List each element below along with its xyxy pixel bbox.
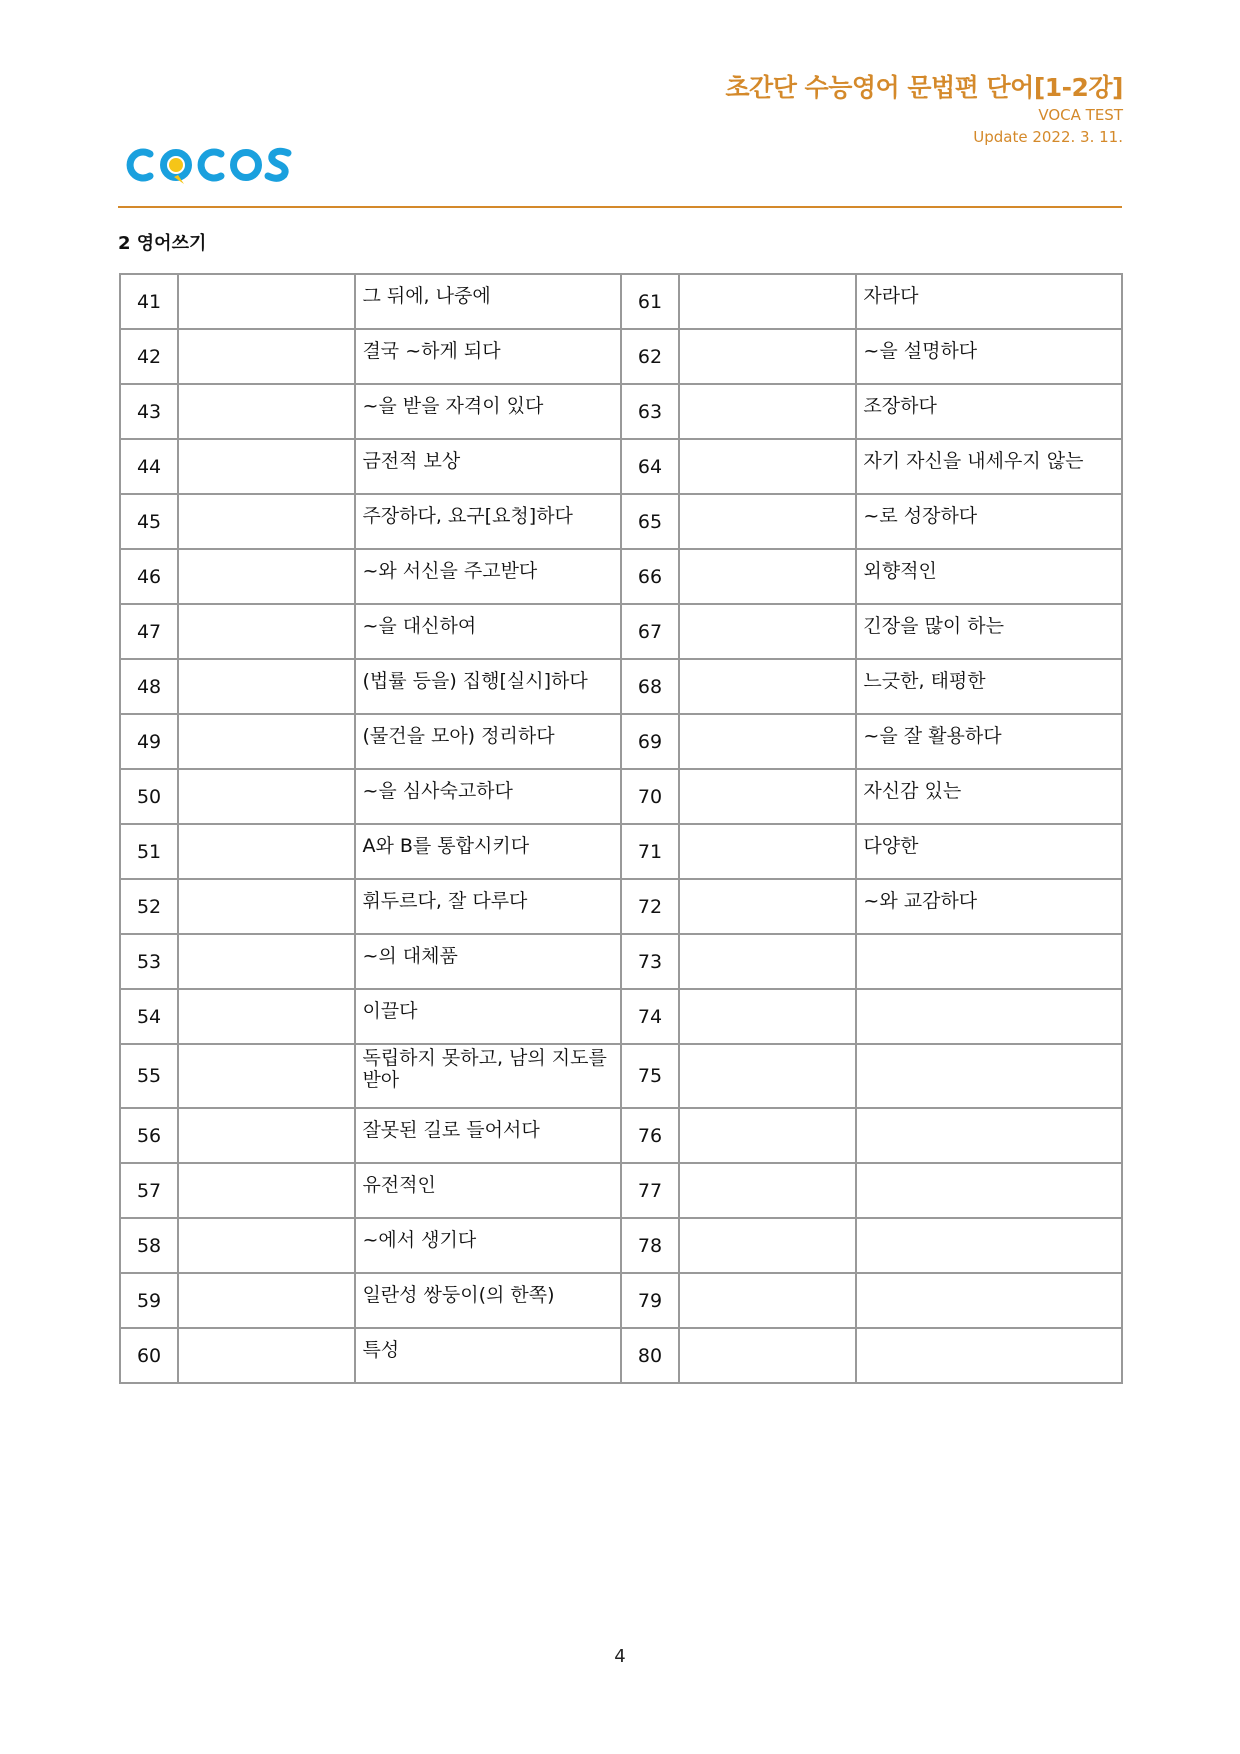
document-header	[725, 72, 1123, 148]
item-number: 79	[621, 1273, 679, 1328]
item-number: 65	[621, 494, 679, 549]
item-number: 70	[621, 769, 679, 824]
meaning-cell: ~와 서신을 주고받다	[355, 549, 621, 604]
meaning-cell	[856, 1108, 1122, 1163]
answer-cell[interactable]	[679, 1273, 856, 1328]
meaning-cell	[856, 1218, 1122, 1273]
meaning-cell: 외향적인	[856, 549, 1122, 604]
item-number: 71	[621, 824, 679, 879]
meaning-cell	[856, 1273, 1122, 1328]
meaning-cell: 자신감 있는	[856, 769, 1122, 824]
meaning-cell: ~의 대체품	[355, 934, 621, 989]
item-number: 53	[120, 934, 178, 989]
item-number: 46	[120, 549, 178, 604]
table-row	[120, 604, 1122, 659]
answer-cell[interactable]	[178, 824, 355, 879]
item-number: 64	[621, 439, 679, 494]
answer-cell[interactable]	[178, 1328, 355, 1383]
table-row	[120, 274, 1122, 329]
item-number: 55	[120, 1044, 178, 1108]
answer-cell[interactable]	[178, 769, 355, 824]
meaning-cell	[856, 1163, 1122, 1218]
answer-cell[interactable]	[679, 879, 856, 934]
meaning-cell: 그 뒤에, 나중에	[355, 274, 621, 329]
item-number: 42	[120, 329, 178, 384]
item-number: 45	[120, 494, 178, 549]
item-number: 75	[621, 1044, 679, 1108]
answer-cell[interactable]	[178, 1163, 355, 1218]
meaning-cell: 결국 ~하게 되다	[355, 329, 621, 384]
vocabulary-table	[119, 273, 1123, 1384]
table-row	[120, 384, 1122, 439]
item-number: 78	[621, 1218, 679, 1273]
meaning-cell: (법률 등을) 집행[실시]하다	[355, 659, 621, 714]
item-number: 44	[120, 439, 178, 494]
meaning-cell	[856, 1328, 1122, 1383]
meaning-cell: 독립하지 못하고, 남의 지도를 받아	[355, 1044, 621, 1108]
answer-cell[interactable]	[679, 604, 856, 659]
meaning-cell: 자라다	[856, 274, 1122, 329]
meaning-cell: ~로 성장하다	[856, 494, 1122, 549]
meaning-cell: ~을 잘 활용하다	[856, 714, 1122, 769]
header-divider	[118, 206, 1122, 208]
meaning-cell: 금전적 보상	[355, 439, 621, 494]
answer-cell[interactable]	[178, 494, 355, 549]
table-row	[120, 1163, 1122, 1218]
answer-cell[interactable]	[178, 549, 355, 604]
table-row	[120, 439, 1122, 494]
item-number: 58	[120, 1218, 178, 1273]
table-row	[120, 549, 1122, 604]
item-number: 67	[621, 604, 679, 659]
item-number: 47	[120, 604, 178, 659]
item-number: 54	[120, 989, 178, 1044]
answer-cell[interactable]	[679, 329, 856, 384]
item-number: 68	[621, 659, 679, 714]
item-number: 69	[621, 714, 679, 769]
meaning-cell: 이끌다	[355, 989, 621, 1044]
update-date: Update 2022. 3. 11.	[973, 128, 1123, 146]
table-row	[120, 879, 1122, 934]
answer-cell[interactable]	[679, 824, 856, 879]
answer-cell[interactable]	[679, 934, 856, 989]
section-title: 2 영어쓰기	[118, 233, 207, 254]
answer-cell[interactable]	[178, 659, 355, 714]
meaning-cell	[856, 1044, 1122, 1108]
table-row	[120, 989, 1122, 1044]
item-number: 51	[120, 824, 178, 879]
answer-cell[interactable]	[178, 879, 355, 934]
item-number: 43	[120, 384, 178, 439]
meaning-cell: 주장하다, 요구[요청]하다	[355, 494, 621, 549]
meaning-cell: 잘못된 길로 들어서다	[355, 1108, 621, 1163]
answer-cell[interactable]	[178, 934, 355, 989]
answer-cell[interactable]	[178, 274, 355, 329]
item-number: 57	[120, 1163, 178, 1218]
answer-cell[interactable]	[679, 1218, 856, 1273]
table-row	[120, 769, 1122, 824]
document-title: 초간단 수능영어 문법편 단어[1-2강]	[725, 73, 1123, 102]
item-number: 77	[621, 1163, 679, 1218]
meaning-cell: ~을 설명하다	[856, 329, 1122, 384]
table-row	[120, 1218, 1122, 1273]
meaning-cell: 자기 자신을 내세우지 않는	[856, 439, 1122, 494]
page-number: 4	[614, 1646, 626, 1667]
answer-cell[interactable]	[679, 1108, 856, 1163]
cocos-logo-icon	[118, 140, 298, 190]
answer-cell[interactable]	[679, 1328, 856, 1383]
meaning-cell: ~을 심사숙고하다	[355, 769, 621, 824]
item-number: 63	[621, 384, 679, 439]
meaning-cell: 긴장을 많이 하는	[856, 604, 1122, 659]
item-number: 61	[621, 274, 679, 329]
item-number: 62	[621, 329, 679, 384]
answer-cell[interactable]	[679, 714, 856, 769]
answer-cell[interactable]	[679, 439, 856, 494]
table-row	[120, 1328, 1122, 1383]
answer-cell[interactable]	[679, 549, 856, 604]
answer-cell[interactable]	[679, 1044, 856, 1108]
answer-cell[interactable]	[679, 1163, 856, 1218]
meaning-cell: ~에서 생기다	[355, 1218, 621, 1273]
answer-cell[interactable]	[178, 989, 355, 1044]
item-number: 66	[621, 549, 679, 604]
meaning-cell: 조장하다	[856, 384, 1122, 439]
item-number: 59	[120, 1273, 178, 1328]
meaning-cell: (물건을 모아) 정리하다	[355, 714, 621, 769]
table-row	[120, 824, 1122, 879]
item-number: 73	[621, 934, 679, 989]
item-number: 48	[120, 659, 178, 714]
answer-cell[interactable]	[679, 274, 856, 329]
table-row	[120, 714, 1122, 769]
meaning-cell: 일란성 쌍둥이(의 한쪽)	[355, 1273, 621, 1328]
answer-cell[interactable]	[178, 1108, 355, 1163]
answer-cell[interactable]	[679, 769, 856, 824]
table-row	[120, 659, 1122, 714]
item-number: 56	[120, 1108, 178, 1163]
document-subtitle: VOCA TEST	[1038, 106, 1123, 124]
meaning-cell	[856, 989, 1122, 1044]
answer-cell[interactable]	[178, 604, 355, 659]
answer-cell[interactable]	[178, 329, 355, 384]
answer-cell[interactable]	[679, 384, 856, 439]
item-number: 74	[621, 989, 679, 1044]
table-row	[120, 494, 1122, 549]
answer-cell[interactable]	[679, 659, 856, 714]
meaning-cell: 느긋한, 태평한	[856, 659, 1122, 714]
item-number: 80	[621, 1328, 679, 1383]
table-row	[120, 329, 1122, 384]
item-number: 52	[120, 879, 178, 934]
item-number: 76	[621, 1108, 679, 1163]
answer-cell[interactable]	[178, 714, 355, 769]
meaning-cell: A와 B를 통합시키다	[355, 824, 621, 879]
table-row	[120, 1108, 1122, 1163]
meaning-cell: 다양한	[856, 824, 1122, 879]
item-number: 41	[120, 274, 178, 329]
meaning-cell: 특성	[355, 1328, 621, 1383]
item-number: 49	[120, 714, 178, 769]
answer-cell[interactable]	[178, 439, 355, 494]
answer-cell[interactable]	[178, 1218, 355, 1273]
table-row	[120, 934, 1122, 989]
answer-cell[interactable]	[679, 989, 856, 1044]
table-row	[120, 1273, 1122, 1328]
meaning-cell: 휘두르다, 잘 다루다	[355, 879, 621, 934]
meaning-cell: ~을 받을 자격이 있다	[355, 384, 621, 439]
table-row	[120, 1044, 1122, 1108]
answer-cell[interactable]	[178, 384, 355, 439]
item-number: 72	[621, 879, 679, 934]
meaning-cell: ~와 교감하다	[856, 879, 1122, 934]
answer-cell[interactable]	[178, 1044, 355, 1108]
meaning-cell: ~을 대신하여	[355, 604, 621, 659]
answer-cell[interactable]	[679, 494, 856, 549]
meaning-cell: 유전적인	[355, 1163, 621, 1218]
item-number: 60	[120, 1328, 178, 1383]
meaning-cell	[856, 934, 1122, 989]
answer-cell[interactable]	[178, 1273, 355, 1328]
item-number: 50	[120, 769, 178, 824]
